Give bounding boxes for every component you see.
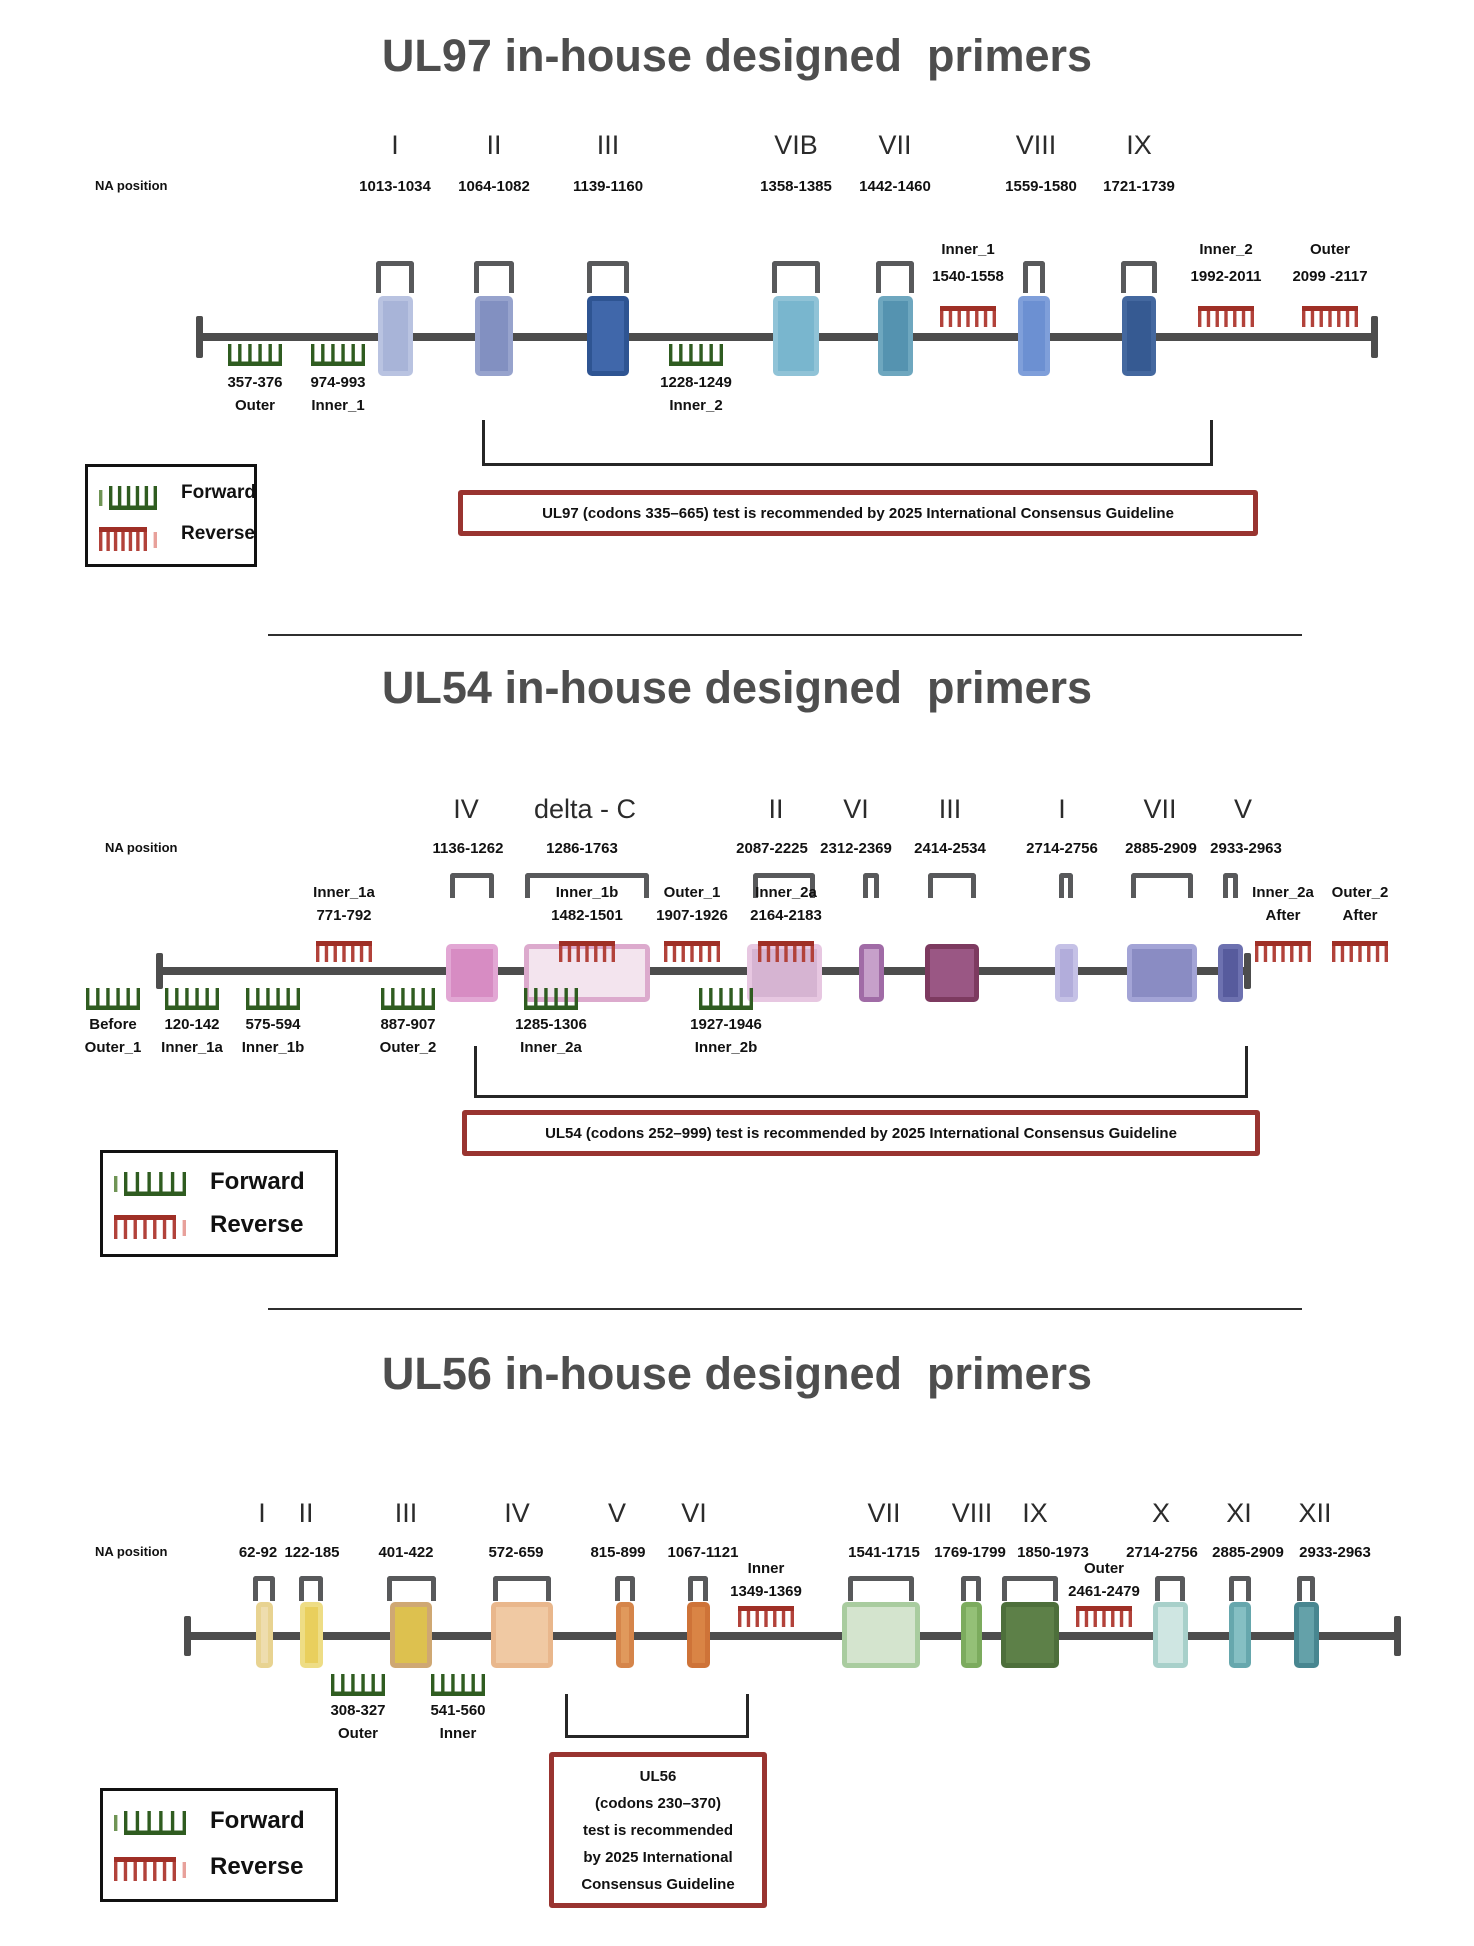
ul56-gene-axis (188, 1632, 1397, 1640)
ul97-reverse-primer-icon-0 (940, 306, 996, 327)
ul56-region-7-position-label: 1769-1799 (934, 1544, 1006, 1561)
ul97-axis-start-cap (196, 316, 203, 358)
ul97-region-2-numeral: III (596, 130, 620, 160)
ul97-legend-forward-label: Forward (181, 481, 256, 503)
ul54-region-0-position-label: 1136-1262 (432, 840, 504, 857)
ul97-region-2-position-label: 1139-1160 (572, 178, 644, 195)
ul54-guideline-note-line-0: UL54 (codons 252–999) test is recommended by 2025 International Consensus Guideline (545, 1124, 1177, 1142)
ul56-region-2-position-label: 401-422 (378, 1544, 434, 1561)
ul56-region-1-box (300, 1602, 323, 1668)
ul56-reverse-primer-0-name: Inner (747, 1560, 785, 1577)
ul54-region-7-bracket (1223, 873, 1238, 898)
ul56-reverse-primer-1-range: 2461-2479 (1068, 1583, 1140, 1600)
ul54-region-2-position-label: 2087-2225 (736, 840, 808, 857)
ul97-region-6-position-label: 1721-1739 (1103, 178, 1175, 195)
ul56-axis-end-cap (1394, 1616, 1401, 1656)
ul54-reverse-primer-3-name: Inner_2a (755, 884, 817, 901)
ul54-region-0-box (446, 944, 498, 1002)
ul56-region-4-numeral: V (607, 1498, 627, 1528)
ul56-reverse-primer-0-range: 1349-1369 (730, 1583, 802, 1600)
ul56-region-5-position-label: 1067-1121 (667, 1544, 739, 1561)
ul54-guideline-note (462, 1110, 1260, 1156)
ul97-forward-primer-2-name: Inner_2 (669, 397, 723, 414)
ul56-region-2-box (390, 1602, 432, 1668)
ul97-forward-primer-0-name: Outer (234, 397, 276, 414)
ul56-region-0-bracket (253, 1576, 275, 1601)
ul56-region-2-numeral: III (394, 1498, 418, 1528)
ul54-forward-primer-3-range: 887-907 (380, 1016, 436, 1033)
ul56-region-2-bracket (387, 1576, 436, 1601)
ul54-legend-forward-label: Forward (210, 1168, 305, 1196)
ul54-reverse-primer-2-range: 1907-1926 (656, 907, 728, 924)
ul97-reverse-primer-icon-1 (1198, 306, 1254, 327)
ul54-region-3-box (859, 944, 884, 1002)
ul54-title: UL54 in-house designed primers (381, 662, 1093, 713)
ul54-forward-primer-icon-3 (381, 988, 435, 1010)
ul97-reverse-primer-1-name: Inner_2 (1199, 241, 1253, 258)
ul54-region-0-bracket (450, 873, 494, 898)
ul97-guideline-note (458, 490, 1258, 536)
ul54-reverse-primer-0-range: 771-792 (316, 907, 372, 924)
ul56-region-3-position-label: 572-659 (488, 1544, 544, 1561)
ul54-region-4-bracket (928, 873, 976, 898)
ul54-reverse-primer-4-range: After (1265, 907, 1301, 924)
ul97-region-6-bracket (1121, 261, 1157, 293)
ul56-region-6-bracket (848, 1576, 914, 1601)
panel-divider-0 (268, 634, 1302, 636)
ul56-guideline-note-line-1: (codons 230–370) (595, 1794, 721, 1812)
ul56-region-9-position-label: 2714-2756 (1126, 1544, 1198, 1561)
ul56-region-11-box (1294, 1602, 1319, 1668)
ul54-region-6-box (1127, 944, 1197, 1002)
ul97-forward-primer-icon-1 (311, 344, 365, 366)
ul56-region-5-numeral: VI (681, 1498, 707, 1528)
ul97-region-0-bracket (376, 261, 414, 293)
ul54-reverse-primer-icon-5 (1332, 941, 1388, 962)
ul54-forward-primer-1-name: Inner_1a (161, 1039, 223, 1056)
ul54-axis-start-cap (156, 953, 163, 989)
ul56-guideline-note-line-2: test is recommended (582, 1821, 734, 1839)
ul97-region-4-box (878, 296, 913, 376)
ul56-region-8-bracket (1002, 1576, 1058, 1601)
ul97-region-6-box (1122, 296, 1156, 376)
ul56-forward-primer-0-name: Outer (337, 1725, 379, 1742)
ul54-region-1-position-label: 1286-1763 (546, 840, 618, 857)
ul97-region-0-numeral: I (391, 130, 399, 160)
ul97-legend-box (85, 464, 257, 567)
ul97-region-1-numeral: II (486, 130, 502, 160)
ul97-guideline-note-line-0: UL97 (codons 335–665) test is recommended by 2025 International Consensus Guideline (542, 504, 1174, 522)
ul56-region-3-numeral: IV (504, 1498, 530, 1528)
ul54-forward-primer-2-name: Inner_1b (241, 1039, 305, 1056)
ul56-region-3-box (491, 1602, 553, 1668)
ul97-region-4-position-label: 1442-1460 (859, 178, 931, 195)
ul56-region-5-bracket (688, 1576, 708, 1601)
ul54-forward-primer-icon-2 (246, 988, 300, 1010)
ul56-region-10-box (1229, 1602, 1251, 1668)
ul97-region-3-bracket (772, 261, 820, 293)
ul97-region-3-position-label: 1358-1385 (760, 178, 832, 195)
ul54-region-3-numeral: VI (843, 794, 869, 824)
ul56-forward-primer-icon-1 (431, 1674, 485, 1696)
ul56-region-7-bracket (961, 1576, 981, 1601)
ul97-region-3-box (773, 296, 819, 376)
ul97-region-5-box (1018, 296, 1050, 376)
ul56-region-5-box (687, 1602, 710, 1668)
ul97-region-5-numeral: VIII (1015, 130, 1057, 160)
ul54-forward-primer-4-range: 1285-1306 (515, 1016, 587, 1033)
ul54-region-3-bracket (863, 873, 879, 898)
ul54-reverse-primer-1-range: 1482-1501 (551, 907, 623, 924)
ul54-legend-reverse-icon (114, 1215, 186, 1239)
ul56-region-7-numeral: VIII (951, 1498, 993, 1528)
ul97-region-4-bracket (876, 261, 914, 293)
ul54-region-7-position-label: 2933-2963 (1210, 840, 1282, 857)
ul54-region-1-numeral: delta - C (533, 794, 637, 824)
ul97-forward-primer-0-range: 357-376 (227, 374, 283, 391)
ul54-forward-primer-0-name: Outer_1 (84, 1039, 142, 1056)
ul54-forward-primer-2-range: 575-594 (245, 1016, 301, 1033)
ul54-legend-reverse-label: Reverse (210, 1210, 304, 1238)
ul56-guideline-note-line-0: UL56 (639, 1767, 677, 1785)
ul54-reverse-primer-5-name: Outer_2 (1331, 884, 1389, 901)
ul56-legend-box (100, 1788, 338, 1902)
ul56-region-0-numeral: I (258, 1498, 266, 1528)
ul97-region-1-bracket (474, 261, 514, 293)
ul56-region-9-numeral: X (1151, 1498, 1171, 1528)
ul54-recommend-bracket (474, 1046, 1248, 1098)
ul97-region-2-bracket (587, 261, 629, 293)
ul56-recommend-bracket (565, 1694, 749, 1738)
ul56-region-6-box (842, 1602, 920, 1668)
ul56-guideline-note (549, 1752, 767, 1908)
ul54-region-4-box (925, 944, 979, 1002)
ul56-region-4-bracket (615, 1576, 635, 1601)
ul54-reverse-primer-1-name: Inner_1b (555, 884, 619, 901)
ul54-region-3-position-label: 2312-2369 (820, 840, 892, 857)
ul56-legend-reverse-label: Reverse (210, 1852, 304, 1880)
ul54-forward-primer-icon-4 (524, 988, 578, 1010)
ul54-region-4-numeral: III (938, 794, 962, 824)
ul56-region-9-bracket (1155, 1576, 1185, 1601)
ul97-region-3-numeral: VIB (774, 130, 818, 160)
ul56-axis-start-cap (184, 1616, 191, 1656)
ul54-reverse-primer-5-range: After (1342, 907, 1378, 924)
ul56-title: UL56 in-house designed primers (381, 1348, 1093, 1399)
ul56-region-1-bracket (299, 1576, 323, 1601)
panel-divider-1 (268, 1308, 1302, 1310)
ul56-region-0-box (256, 1602, 273, 1668)
ul54-forward-primer-3-name: Outer_2 (379, 1039, 437, 1056)
ul54-region-5-numeral: I (1058, 794, 1066, 824)
ul54-region-4-position-label: 2414-2534 (914, 840, 986, 857)
ul56-region-1-numeral: II (298, 1498, 314, 1528)
ul97-recommend-bracket (482, 420, 1213, 466)
ul56-region-8-position-label: 1850-1973 (1017, 1544, 1089, 1561)
ul54-forward-primer-0-range: Before (89, 1016, 137, 1033)
ul56-region-11-position-label: 2933-2963 (1299, 1544, 1371, 1561)
ul97-forward-primer-1-name: Inner_1 (311, 397, 365, 414)
ul54-legend-forward-icon (114, 1172, 186, 1196)
ul56-legend-reverse-icon (114, 1857, 186, 1881)
ul56-region-10-bracket (1229, 1576, 1251, 1601)
ul54-legend-box (100, 1150, 338, 1257)
ul97-region-1-position-label: 1064-1082 (458, 178, 530, 195)
ul97-legend-reverse-label: Reverse (181, 522, 255, 544)
ul56-reverse-primer-icon-0 (738, 1606, 794, 1627)
ul97-region-0-position-label: 1013-1034 (359, 178, 431, 195)
ul54-reverse-primer-2-name: Outer_1 (663, 884, 721, 901)
ul97-reverse-primer-1-range: 1992-2011 (1190, 268, 1262, 285)
ul54-forward-primer-icon-0 (86, 988, 140, 1010)
ul56-region-0-position-label: 62-92 (238, 1544, 278, 1561)
ul56-forward-primer-icon-0 (331, 1674, 385, 1696)
ul97-reverse-primer-0-name: Inner_1 (941, 241, 995, 258)
ul54-reverse-primer-icon-1 (559, 941, 615, 962)
ul54-reverse-primer-icon-2 (664, 941, 720, 962)
ul54-gene-axis (160, 967, 1247, 975)
ul56-region-9-box (1153, 1602, 1188, 1668)
ul54-region-6-position-label: 2885-2909 (1125, 840, 1197, 857)
ul54-region-5-box (1055, 944, 1078, 1002)
ul54-reverse-primer-4-name: Inner_2a (1252, 884, 1314, 901)
ul56-region-10-position-label: 2885-2909 (1212, 1544, 1284, 1561)
ul97-title: UL97 in-house designed primers (381, 30, 1093, 81)
ul56-region-4-position-label: 815-899 (590, 1544, 646, 1561)
ul54-reverse-primer-icon-3 (758, 941, 814, 962)
ul56-region-6-position-label: 1541-1715 (848, 1544, 920, 1561)
ul56-region-1-position-label: 122-185 (284, 1544, 340, 1561)
ul97-legend-forward-icon (99, 486, 157, 510)
ul54-region-7-box (1218, 944, 1243, 1002)
ul54-forward-primer-4-name: Inner_2a (520, 1039, 582, 1056)
ul56-reverse-primer-icon-1 (1076, 1606, 1132, 1627)
ul54-forward-primer-5-range: 1927-1946 (690, 1016, 762, 1033)
ul97-region-1-box (475, 296, 513, 376)
ul56-legend-forward-icon (114, 1811, 186, 1835)
ul56-guideline-note-line-4: Consensus Guideline (581, 1875, 735, 1893)
ul97-forward-primer-icon-0 (228, 344, 282, 366)
ul97-na-position-label: NA position (95, 178, 168, 193)
ul54-axis-end-cap (1244, 953, 1251, 989)
ul97-region-2-box (587, 296, 629, 376)
ul56-region-4-box (616, 1602, 634, 1668)
ul97-reverse-primer-2-name: Outer (1309, 241, 1351, 258)
ul54-region-7-numeral: V (1233, 794, 1253, 824)
ul97-reverse-primer-0-range: 1540-1558 (932, 268, 1004, 285)
ul54-reverse-primer-icon-4 (1255, 941, 1311, 962)
ul97-reverse-primer-2-range: 2099 -2117 (1292, 268, 1368, 285)
ul97-legend-reverse-icon (99, 527, 157, 551)
ul56-forward-primer-1-range: 541-560 (430, 1702, 486, 1719)
ul56-region-3-bracket (493, 1576, 551, 1601)
ul97-reverse-primer-icon-2 (1302, 306, 1358, 327)
ul54-reverse-primer-icon-0 (316, 941, 372, 962)
ul97-region-5-position-label: 1559-1580 (1005, 178, 1077, 195)
ul54-reverse-primer-0-name: Inner_1a (313, 884, 375, 901)
ul54-region-2-numeral: II (768, 794, 784, 824)
ul56-region-10-numeral: XI (1226, 1498, 1252, 1528)
ul97-region-0-box (378, 296, 413, 376)
ul54-forward-primer-5-name: Inner_2b (694, 1039, 758, 1056)
ul54-region-6-numeral: VII (1143, 794, 1177, 824)
ul56-forward-primer-0-range: 308-327 (330, 1702, 386, 1719)
ul97-axis-end-cap (1371, 316, 1378, 358)
ul56-region-7-box (961, 1602, 982, 1668)
ul54-forward-primer-icon-5 (699, 988, 753, 1010)
ul56-region-11-numeral: XII (1298, 1498, 1332, 1528)
ul56-guideline-note-line-3: by 2025 International (583, 1848, 733, 1866)
ul56-na-position-label: NA position (95, 1544, 168, 1559)
ul56-region-6-numeral: VII (867, 1498, 901, 1528)
ul54-reverse-primer-3-range: 2164-2183 (750, 907, 822, 924)
ul54-forward-primer-icon-1 (165, 988, 219, 1010)
ul97-forward-primer-icon-2 (669, 344, 723, 366)
ul56-legend-forward-label: Forward (210, 1807, 305, 1835)
ul56-forward-primer-1-name: Inner (439, 1725, 477, 1742)
ul97-region-5-bracket (1023, 261, 1045, 293)
ul97-region-4-numeral: VII (878, 130, 912, 160)
ul56-region-8-numeral: IX (1022, 1498, 1048, 1528)
ul56-reverse-primer-1-name: Outer (1083, 1560, 1125, 1577)
ul97-forward-primer-1-range: 974-993 (310, 374, 366, 391)
ul97-region-6-numeral: IX (1126, 130, 1152, 160)
ul54-na-position-label: NA position (105, 840, 178, 855)
ul56-region-11-bracket (1297, 1576, 1315, 1601)
ul54-region-5-bracket (1059, 873, 1073, 898)
ul54-region-6-bracket (1131, 873, 1193, 898)
ul56-region-8-box (1001, 1602, 1059, 1668)
ul97-forward-primer-2-range: 1228-1249 (660, 374, 732, 391)
ul54-region-5-position-label: 2714-2756 (1026, 840, 1098, 857)
ul54-region-0-numeral: IV (453, 794, 479, 824)
ul54-forward-primer-1-range: 120-142 (164, 1016, 220, 1033)
